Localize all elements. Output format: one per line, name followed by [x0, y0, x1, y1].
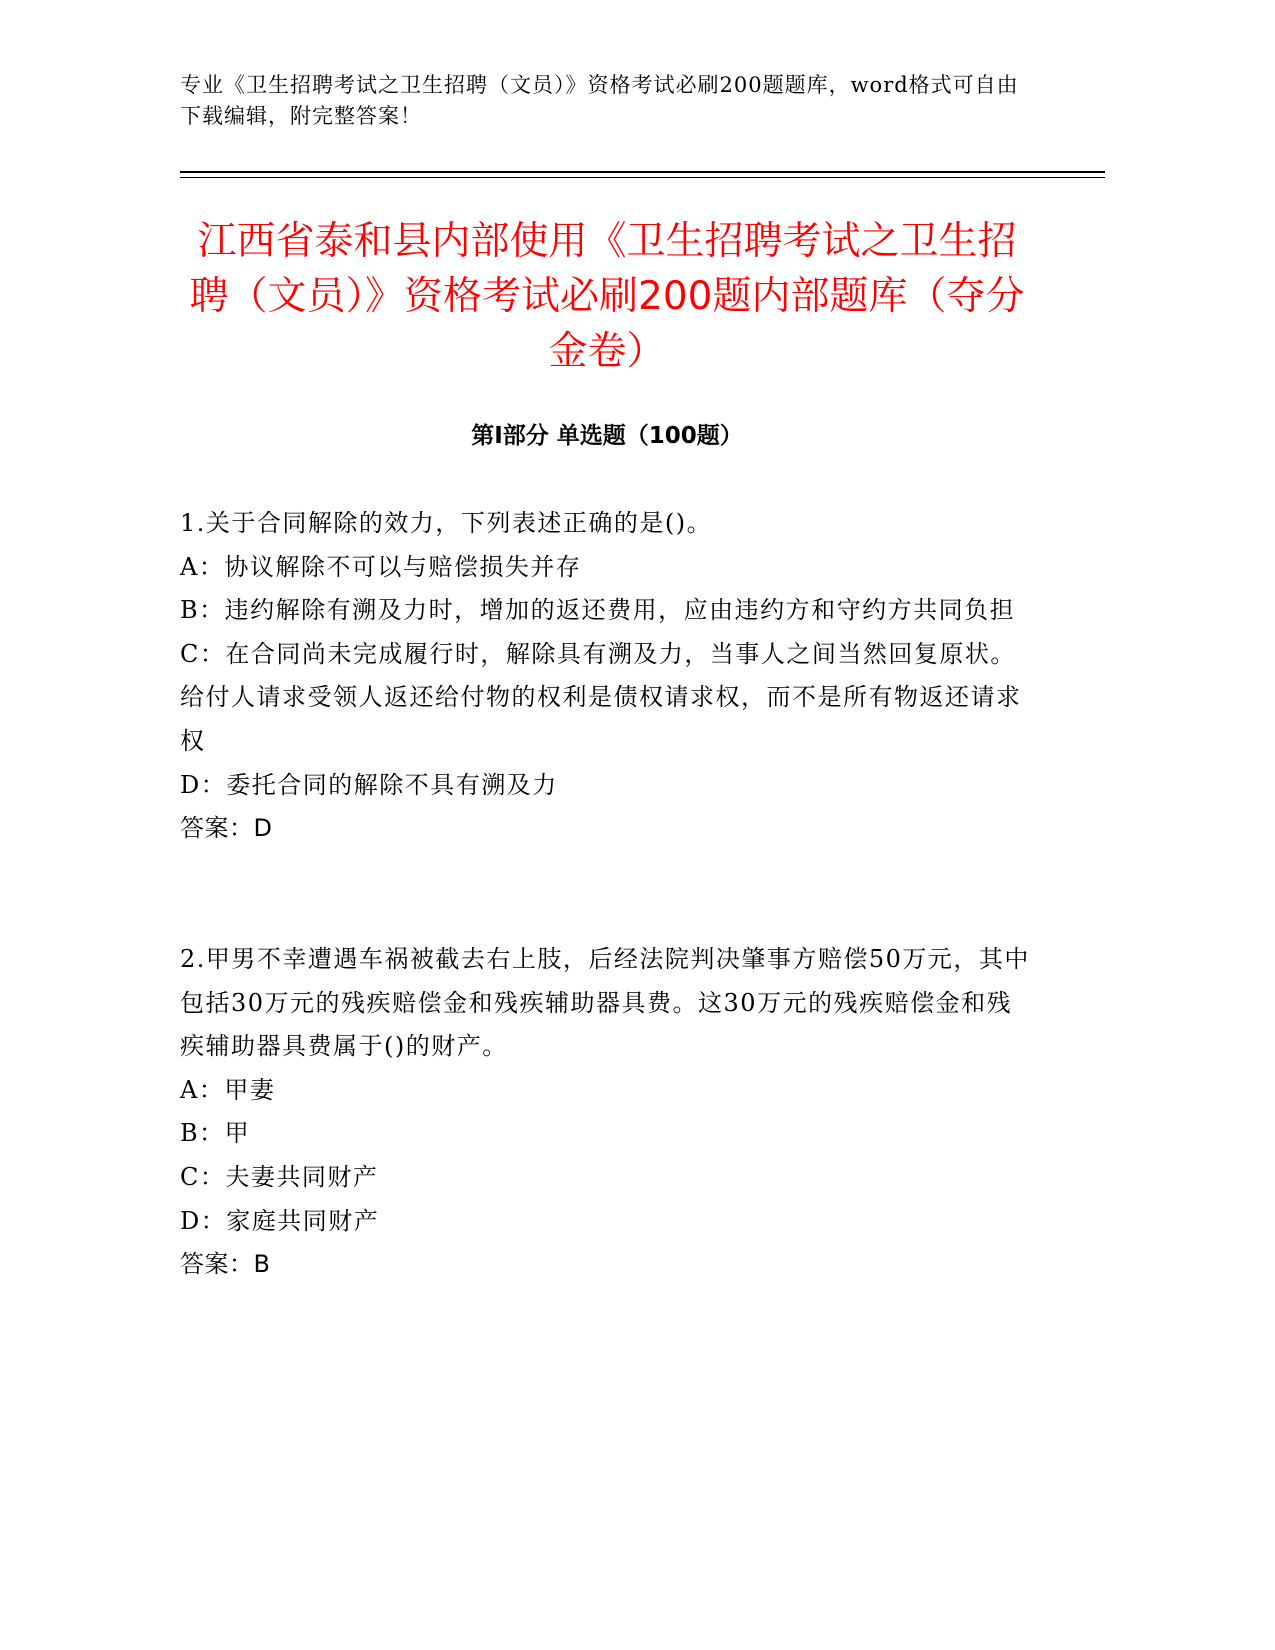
document-title: 江西省泰和县内部使用《卫生招聘考试之卫生招聘（文员）》资格考试必刷200题内部题库（夺分金卷） [189, 219, 1025, 374]
option-a: A：甲妻 [180, 1075, 276, 1104]
question-1 [180, 502, 1030, 851]
option-c: C：在合同尚未完成履行时，解除具有溯及力，当事人之间当然回复原状。给付人请求受领人返还给付物的权利是债权请求权，而不是所有物返还请求权 [180, 639, 1022, 755]
question-2 [180, 938, 1030, 1287]
question-stem: 2.甲男不幸遭遇车祸被截去右上肢，后经法院判决肇事方赔偿50万元，其中包括30万元的残疾赔偿金和残疾辅助器具费。这30万元的残疾赔偿金和残疾辅助器具费属于()的财产。 [180, 945, 1030, 1061]
option-d: D：家庭共同财产 [180, 1206, 380, 1235]
option-d: D：委托合同的解除不具有溯及力 [180, 770, 558, 799]
option-a: A：协议解除不可以与赔偿损失并存 [180, 552, 582, 581]
option-c: C：夫妻共同财产 [180, 1162, 379, 1191]
option-b: B：违约解除有溯及力时，增加的返还费用，应由违约方和守约方共同负担 [180, 596, 1016, 625]
section-heading: 第I部分 单选题（100题） [471, 423, 743, 449]
answer-line: 答案：D [180, 814, 273, 843]
question-stem: 1.关于合同解除的效力，下列表述正确的是()。 [180, 509, 713, 537]
option-b: B：甲 [180, 1119, 251, 1148]
header-divider-thick [180, 171, 1105, 173]
header-note: 专业《卫生招聘考试之卫生招聘（文员）》资格考试必刷200题题库，word格式可自由下载编辑，附完整答案！ [180, 73, 1019, 128]
answer-line: 答案：B [180, 1250, 271, 1279]
header-divider-thin [180, 177, 1105, 178]
